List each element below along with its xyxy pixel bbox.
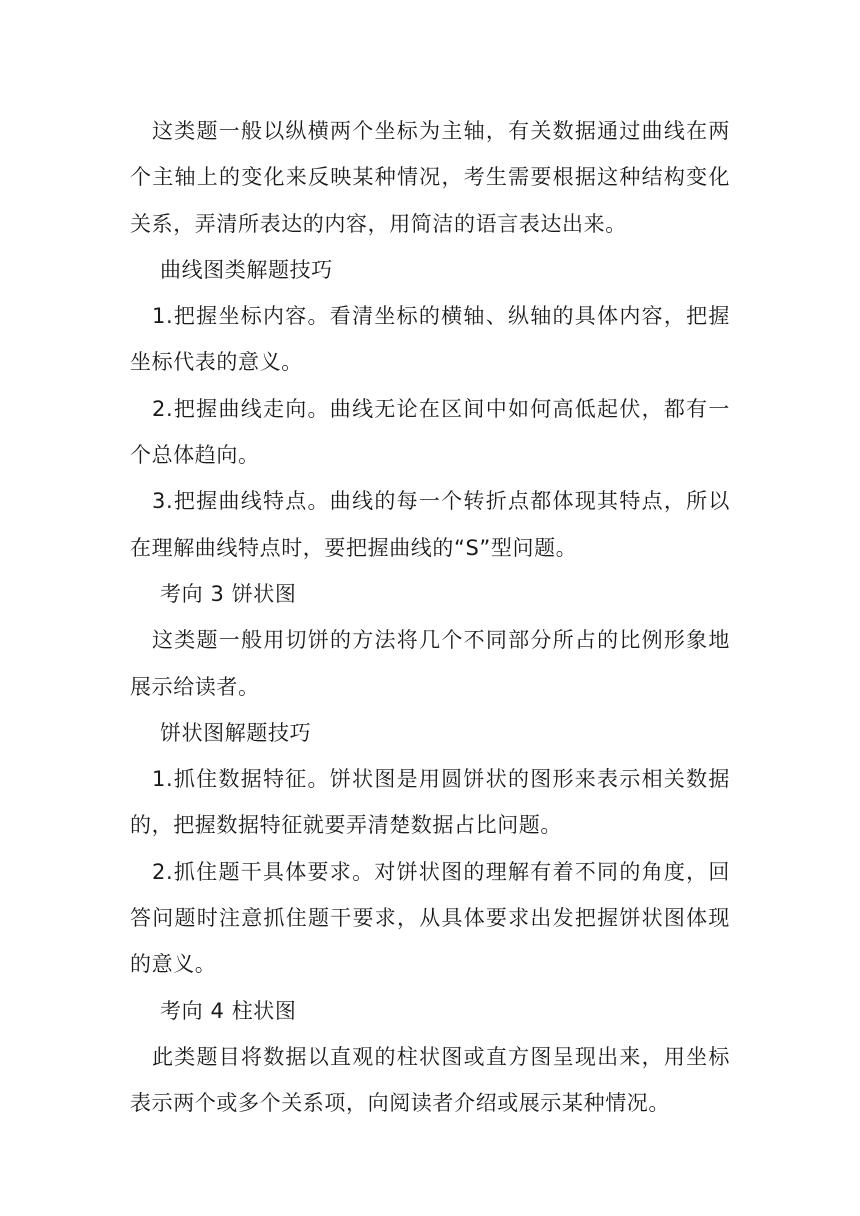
section-heading: 饼状图解题技巧 — [160, 720, 312, 745]
body-paragraph: 2.抓住题干具体要求。对饼状图的理解有着不同的角度，回答问题时注意抓住题干要求，从具体要求出发把握饼状图体现的意义。 — [130, 859, 730, 977]
body-paragraph: 2.把握曲线走向。曲线无论在区间中如何高低起伏，都有一个总体趋向。 — [130, 396, 730, 468]
body-paragraph: 这类题一般以纵横两个坐标为主轴，有关数据通过曲线在两个主轴上的变化来反映某种情况，考生需要根据这种结构变化关系，弄清所表达的内容，用简洁的语言表达出来。 — [130, 119, 730, 236]
body-paragraph: 这类题一般用切饼的方法将几个不同部分所占的比例形象地展示给读者。 — [130, 628, 730, 699]
section-heading: 考向 4 柱状图 — [160, 998, 297, 1023]
document-body — [130, 108, 730, 1127]
body-paragraph: 此类题目将数据以直观的柱状图或直方图呈现出来，用坐标表示两个或多个关系项，向阅读者介绍或展示某种情况。 — [130, 1044, 730, 1116]
section-heading: 考向 3 饼状图 — [160, 581, 297, 606]
section-heading: 曲线图类解题技巧 — [160, 257, 333, 282]
body-paragraph: 1.抓住数据特征。饼状图是用圆饼状的图形来表示相关数据的，把握数据特征就要弄清楚数据占比问题。 — [130, 767, 730, 838]
body-paragraph: 3.把握曲线特点。曲线的每一个转折点都体现其特点，所以在理解曲线特点时，要把握曲线的“S”型问题。 — [130, 489, 730, 560]
body-paragraph: 1.把握坐标内容。看清坐标的横轴、纵轴的具体内容，把握坐标代表的意义。 — [130, 304, 730, 375]
